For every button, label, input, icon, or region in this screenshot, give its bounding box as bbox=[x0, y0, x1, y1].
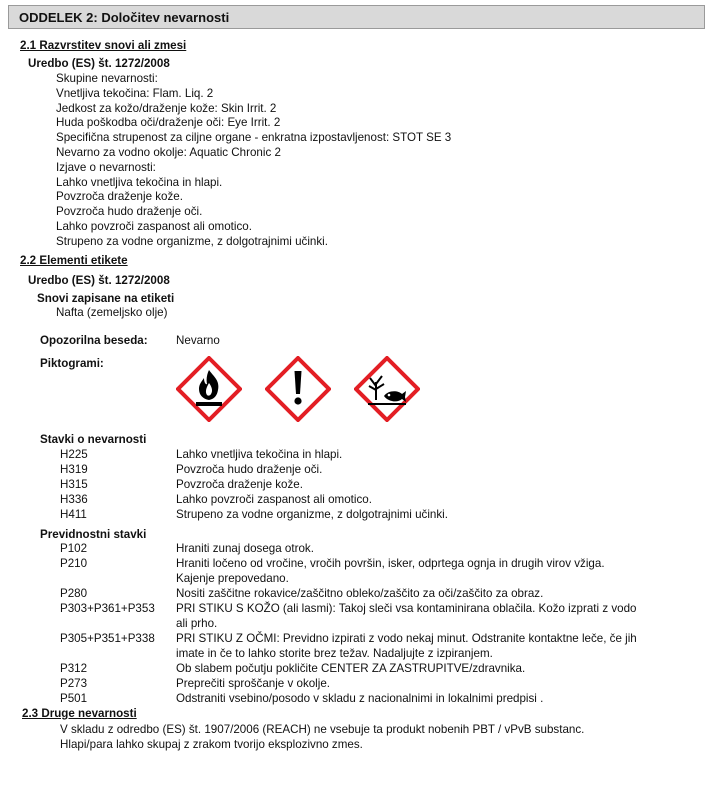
hazard-text: Lahko vnetljiva tekočina in hlapi. bbox=[176, 448, 343, 461]
subsection-title-2-2: 2.2 Elementi etikete bbox=[20, 254, 128, 267]
classification-line: Lahko vnetljiva tekočina in hlapi. bbox=[56, 175, 223, 189]
subsection-title-2-1: 2.1 Razvrstitev snovi ali zmesi bbox=[20, 39, 187, 52]
pictograms-label: Piktogrami: bbox=[40, 357, 104, 370]
precaution-text: PRI STIKU Z OČMI: Previdno izpirati z vodo nekaj minut. Odstranite kontaktne leče, če jih bbox=[176, 632, 637, 645]
classification-line: Izjave o nevarnosti: bbox=[56, 160, 156, 174]
hazard-code: H411 bbox=[60, 508, 87, 521]
precaution-text: Nositi zaščitne rokavice/zaščitno obleko/zaščito za oči/zaščito za obraz. bbox=[176, 587, 544, 600]
classification-line: Huda poškodba oči/draženje oči: Eye Irrit. 2 bbox=[56, 116, 281, 130]
precaution-text: imate in če to lahko storite brez težav. Nadaljujte z izpiranjem. bbox=[176, 647, 493, 660]
classification-line: Povzroča hudo draženje oči. bbox=[56, 205, 203, 219]
signal-word-label: Opozorilna beseda: bbox=[40, 334, 148, 347]
regulation-label: Uredbo (ES) št. 1272/2008 bbox=[28, 57, 170, 70]
hazard-text: Povzroča draženje kože. bbox=[176, 478, 303, 491]
precaution-text: PRI STIKU S KOŽO (ali lasmi): Takoj sleči vsa kontaminirana oblačila. Kožo izprati z vodo bbox=[176, 602, 637, 615]
hazard-statements-label: Stavki o nevarnosti bbox=[40, 433, 147, 446]
precaution-text: Preprečiti sproščanje v okolje. bbox=[176, 677, 331, 690]
hazard-code: H319 bbox=[60, 463, 88, 476]
other-hazard-line: Hlapi/para lahko skupaj z zrakom tvorijo eksplozivno zmes. bbox=[60, 738, 363, 751]
precaution-text: Kajenje prepovedano. bbox=[176, 572, 289, 585]
precaution-text: Ob slabem počutju pokličite CENTER ZA ZASTRUPITVE/zdravnika. bbox=[176, 662, 526, 675]
hazard-code: H336 bbox=[60, 493, 88, 506]
hazard-text: Povzroča hudo draženje oči. bbox=[176, 463, 323, 476]
precaution-text: Hraniti zunaj dosega otrok. bbox=[176, 542, 314, 555]
section-header bbox=[8, 5, 705, 29]
precaution-text: Odstraniti vsebino/posodo v skladu z nacionalnimi in lokalnimi predpisi . bbox=[176, 692, 544, 705]
precaution-code: P305+P351+P338 bbox=[60, 632, 155, 645]
classification-line: Jedkost za kožo/draženje kože: Skin Irrit. 2 bbox=[56, 101, 277, 115]
substances-label: Snovi zapisane na etiketi bbox=[37, 292, 175, 305]
hazard-code: H225 bbox=[60, 448, 88, 461]
precaution-code: P210 bbox=[60, 557, 88, 570]
precaution-code: P312 bbox=[60, 662, 88, 675]
flame-pictogram-icon bbox=[176, 356, 242, 422]
precaution-code: P501 bbox=[60, 692, 88, 705]
hazard-code: H315 bbox=[60, 478, 88, 491]
precaution-text: ali prho. bbox=[176, 617, 218, 630]
precaution-text: Hraniti ločeno od vročine, vročih površin, isker, odprtega ognja in drugih virov vžiga. bbox=[176, 557, 605, 570]
subsection-title-2-3: 2.3 Druge nevarnosti bbox=[22, 707, 137, 720]
exclamation-pictogram-icon bbox=[265, 356, 331, 422]
regulation-label: Uredbo (ES) št. 1272/2008 bbox=[28, 274, 170, 287]
substance-name: Nafta (zemeljsko olje) bbox=[56, 306, 168, 319]
section-title: ODDELEK 2: Določitev nevarnosti bbox=[19, 10, 230, 25]
precaution-code: P303+P361+P353 bbox=[60, 602, 155, 615]
classification-line: Lahko povzroči zaspanost ali omotico. bbox=[56, 220, 252, 233]
signal-word-value: Nevarno bbox=[176, 334, 220, 347]
precaution-code: P273 bbox=[60, 677, 88, 690]
classification-line: Skupine nevarnosti: bbox=[56, 72, 158, 85]
precaution-code: P280 bbox=[60, 587, 88, 600]
precautionary-statements-label: Previdnostni stavki bbox=[40, 528, 147, 541]
classification-line: Vnetljiva tekočina: Flam. Liq. 2 bbox=[56, 86, 214, 100]
classification-line: Specifična strupenost za ciljne organe - enkratna izpostavljenost: STOT SE 3 bbox=[56, 131, 452, 145]
classification-line: Strupeno za vodne organizme, z dolgotrajnimi učinki. bbox=[56, 234, 328, 248]
environment-pictogram-icon bbox=[354, 356, 420, 422]
classification-line: Povzroča draženje kože. bbox=[56, 190, 183, 204]
precaution-code: P102 bbox=[60, 542, 88, 555]
other-hazard-line: V skladu z odredbo (ES) št. 1907/2006 (REACH) ne vsebuje ta produkt nobenih PBT / vPvB substanc. bbox=[60, 723, 585, 736]
hazard-text: Strupeno za vodne organizme, z dolgotrajnimi učinki. bbox=[176, 508, 448, 521]
hazard-text: Lahko povzroči zaspanost ali omotico. bbox=[176, 493, 372, 506]
classification-line: Nevarno za vodno okolje: Aquatic Chronic 2 bbox=[56, 146, 281, 159]
